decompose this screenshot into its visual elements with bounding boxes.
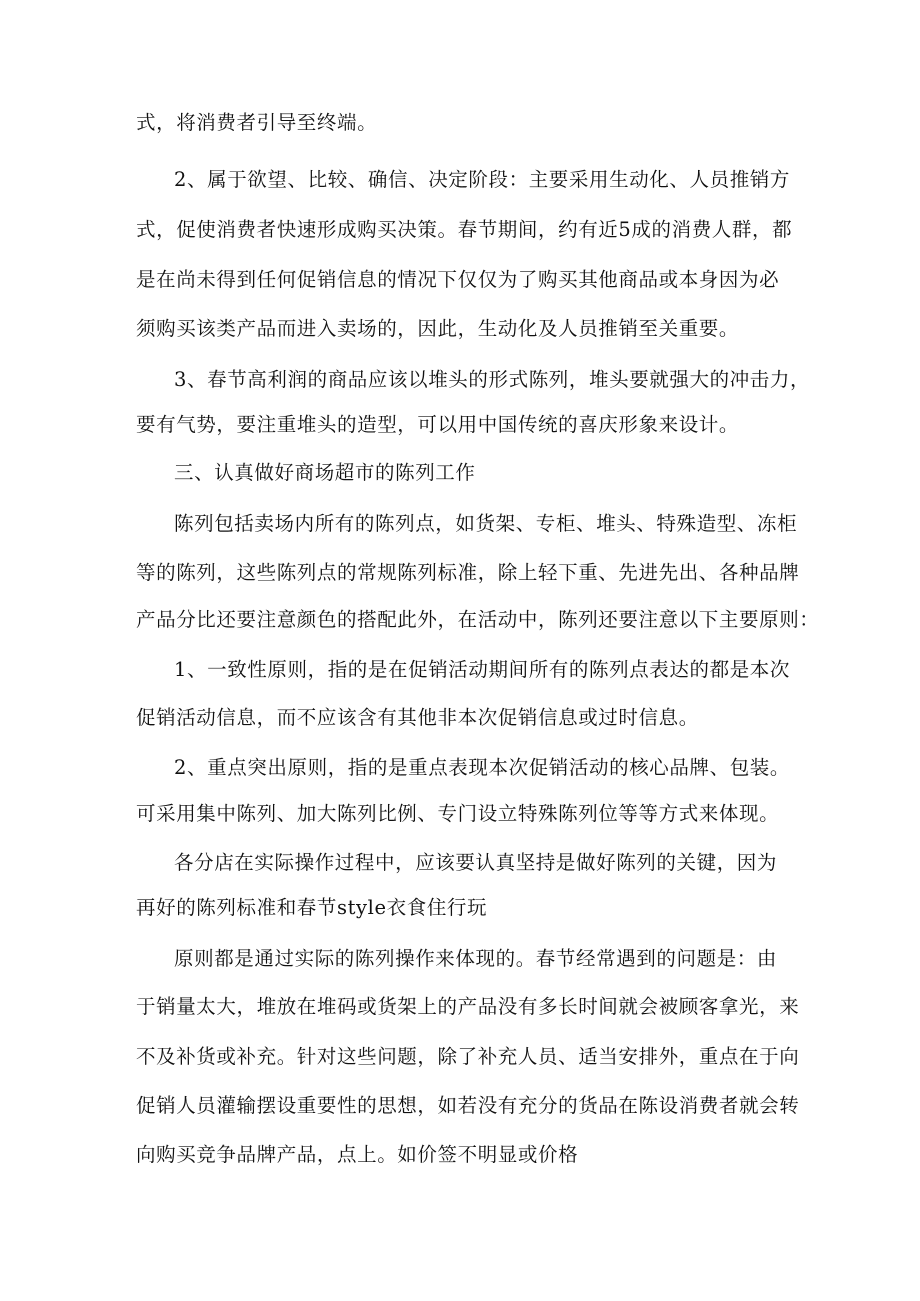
text-line-18: 原则都是通过实际的陈列操作来体现的。春节经常遇到的问题是：由 — [174, 947, 778, 970]
text-line-6: 3、春节高利润的商品应该以堆头的形式陈列，堆头要就强大的冲击力， — [174, 368, 811, 391]
section-heading: 三、认真做好商场超市的陈列工作 — [174, 461, 476, 484]
text-line-14: 2、重点突出原则，指的是重点表现本次促销活动的核心品牌、包装。 — [174, 756, 791, 779]
text-line-5: 须购买该类产品而进入卖场的，因此，生动化及人员推销至关重要。 — [136, 317, 740, 340]
text-line-4: 是在尚未得到任何促销信息的情况下仅仅为了购买其他商品或本身因为必 — [136, 268, 780, 291]
text-line-22: 向购买竞争品牌产品，点上。如价签不明显或价格 — [136, 1143, 579, 1166]
text-line-17: 再好的陈列标准和春节style衣食住行玩 — [136, 896, 488, 919]
text-line-20: 不及补货或补充。针对这些问题，除了补充人员、适当安排外，重点在于向 — [136, 1045, 800, 1068]
text-line-21: 促销人员灌输摆设重要性的思想，如若没有充分的货品在陈设消费者就会转 — [136, 1094, 800, 1117]
text-line-10: 等的陈列，这些陈列点的常规陈列标准，除上轻下重、先进先出、各种品牌 — [136, 561, 800, 584]
text-line-7: 要有气势，要注重堆头的造型，可以用中国传统的喜庆形象来设计。 — [136, 413, 740, 436]
text-line-11: 产品分比还要注意颜色的搭配此外，在活动中，陈列还要注意以下主要原则： — [136, 608, 820, 631]
text-line-13: 促销活动信息，而不应该含有其他非本次促销信息或过时信息。 — [136, 706, 699, 729]
text-line-15: 可采用集中陈列、加大陈列比例、专门设立特殊陈列位等等方式来体现。 — [136, 802, 780, 825]
text-line-9: 陈列包括卖场内所有的陈列点，如货架、专柜、堆头、特殊造型、冻柜 — [174, 512, 798, 535]
text-line-3: 式，促使消费者快速形成购买决策。春节期间，约有近5成的消费人群，都 — [136, 218, 793, 241]
text-line-1: 式，将消费者引导至终端。 — [136, 111, 378, 134]
text-line-12: 1、一致性原则，指的是在促销活动期间所有的陈列点表达的都是本次 — [174, 658, 791, 681]
text-line-2: 2、属于欲望、比较、确信、决定阶段：主要采用生动化、人员推销方 — [174, 168, 791, 191]
text-line-19: 于销量太大，堆放在堆码或货架上的产品没有多长时间就会被顾客拿光，来 — [136, 995, 800, 1018]
text-line-16: 各分店在实际操作过程中，应该要认真坚持是做好陈列的关键，因为 — [174, 851, 778, 874]
